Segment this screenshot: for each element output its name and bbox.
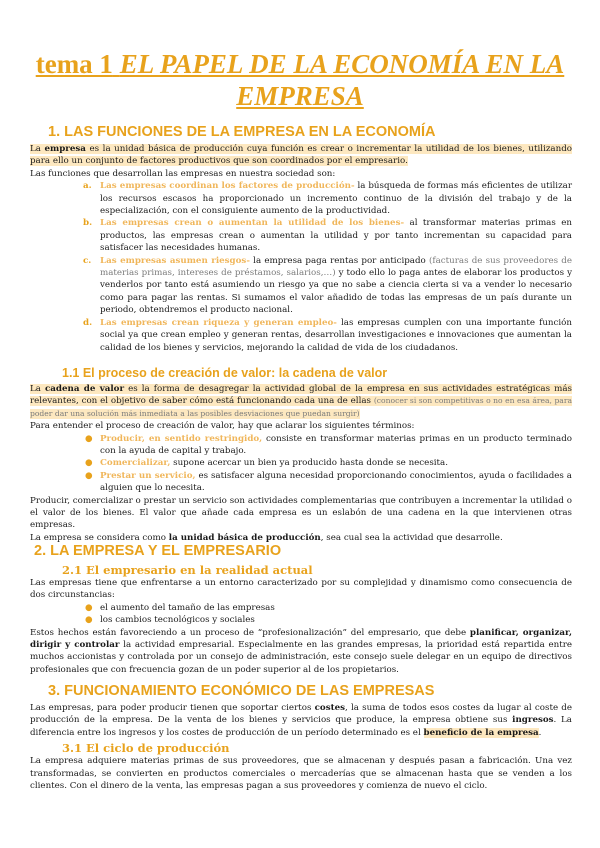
section-3 [30, 683, 572, 792]
list-item: ● los cambios tecnológicos y sociales [85, 615, 255, 626]
list-item: ● el aumento del tamaño de las empresas [85, 602, 275, 613]
page-title [0, 48, 600, 112]
section-2 [30, 543, 572, 676]
professionalization-paragraph: Estos hechos están favoreciendo a un proceso de “profesionalización” del empresario, que debe planificar, organizar, dirigir y controlar la actividad empresarial. Especialmente en las grandes empresas, la prioridad está repartida entre muchos accionistas y controlada por un consejo de administración, este consejo suele delegar en un equipo de directivos profesionales que con frecuencia gozan de un poder superior al de los propietarios. [30, 627, 573, 675]
functions-intro: Las funciones que desarrollan las empresas en nuestra sociedad son: [30, 168, 336, 179]
section-1-1 [30, 366, 572, 544]
basic-unit-sentence: La empresa se considera como la unidad básica de producción, sea cual sea la actividad que desarrolle. [30, 532, 503, 543]
list-item: a. Las empresas coordinan los factores de producción- la búsqueda de formas más eficientes de utilizar los recursos escasos ha proporcionado un incremento continuo de la división del trabajo y de la especialización, con el consiguiente aumento de la productividad. [83, 181, 572, 217]
list-item: c. Las empresas asumen riesgos- la empresa paga rentas por anticipado (facturas de sus proveedores de materias primas, intereses de préstamos, salarios,…) y todo ello lo paga antes de elaborar los productos y venderlos por tanto está asumiendo un riesgo ya que no sabe a ciencia cierta si va a vender lo necesario como para pagar las rentas. Si sumamos el valor añadido de todas las empresas de un país durante un periodo, obtendremos el producto nacional. [83, 255, 573, 316]
section-1-heading: 1. LAS FUNCIONES DE LA EMPRESA EN LA ECONOMÍA [48, 124, 436, 140]
terms-list [30, 433, 572, 495]
section-2-1-heading: 2.1 El empresario en la realidad actual [62, 563, 313, 577]
costs-paragraph: Las empresas, para poder producir tienen que soportar ciertos costes, la suma de todos esos costes da lugar al coste de producción de la empresa. De la venta de los bienes y servicios que produce, la empresa obtiene sus ingresos. La diferencia entre los ingresos y los costes de producción de un período determinado es el beneficio de la empresa. [30, 703, 572, 738]
production-cycle-paragraph: La empresa adquiere materias primas de sus proveedores, que se almacenan y después pasan a fabricación. Una vez transformadas, se convierten en productos comerciales o mercaderías que se almacenan hasta que se venden a los clientes. Con el dinero de la venta, las empresas pagan a sus proveedores y comienza de nuevo el ciclo. [30, 756, 572, 792]
functions-list [30, 180, 572, 354]
section-1 [30, 124, 572, 354]
cadena-valor-definition: La cadena de valor es la forma de desagregar la actividad global de la empresa en sus actividades estratégicas más relevantes, con el objetivo de saber cómo está funcionando cada una de ellas (conocer si son competitivas o no en esa área, para poder dar una solución más inmediata a las posibles desviaciones que puedan surgir) [30, 384, 572, 418]
list-item: d. Las empresas crean riqueza y generan empleo- las empresas cumplen con una importante función social ya que crean empleo y generan rentas, desarrollan investigaciones e innovaciones que aumentan la calidad de los bienes y servicios, mejorando la calidad de vida de los ciudadanos. [83, 317, 572, 353]
list-item: b. Las empresas crean o aumentan la utilidad de los bienes- al transformar materias primas en productos, las empresas crean o aumentan la utilidad y por tanto incrementan su capacidad para satisfacer las necesidades humanas. [83, 218, 572, 254]
list-item: ● Comercializar, supone acercar un bien ya producido hasta donde se necesita. [85, 458, 448, 469]
environment-paragraph: Las empresas tiene que enfrentarse a un entorno caracterizado por su complejidad y dinamismo como consecuencia de dos circunstancias: [30, 578, 572, 601]
section-1-1-heading: 1.1 El proceso de creación de valor: la cadena de valor [62, 366, 388, 380]
title-main: EL PAPEL DE LA ECONOMÍA EN LA EMPRESA [119, 49, 565, 111]
terms-intro: Para entender el proceso de creación de valor, hay que aclarar los siguientes términos: [30, 421, 415, 432]
section-3-heading: 3. FUNCIONAMIENTO ECONÓMICO DE LAS EMPRESAS [48, 683, 435, 699]
empresa-definition: La empresa es la unidad básica de producción cuya función es crear o incrementar la utilidad de los bienes, utilizando para ello un conjunto de factores productivos que son coordinados por el empresario. [30, 144, 572, 167]
title-lead: tema 1 [35, 49, 113, 79]
complementary-activities: Producir, comercializar o prestar un servicio son actividades complementarias que contribuyen a incrementar la utilidad o el valor de los bienes. El valor que añade cada empresa es un eslabón de una cadena en la que intervienen otras empresas. [30, 495, 572, 531]
section-3-1-heading: 3.1 El ciclo de producción [62, 741, 230, 756]
list-item: ● Prestar un servicio, es satisfacer alguna necesidad proporcionando conocimientos, ayuda o facilidades a alguien que lo necesita. [85, 470, 572, 494]
list-item: ● Producir, en sentido restringido, consiste en transformar materias primas en un producto terminado con la ayuda de capital y trabajo. [85, 433, 572, 457]
title-block [0, 48, 600, 112]
circumstances-list [30, 602, 572, 627]
section-2-heading: 2. LA EMPRESA Y EL EMPRESARIO [34, 543, 282, 559]
